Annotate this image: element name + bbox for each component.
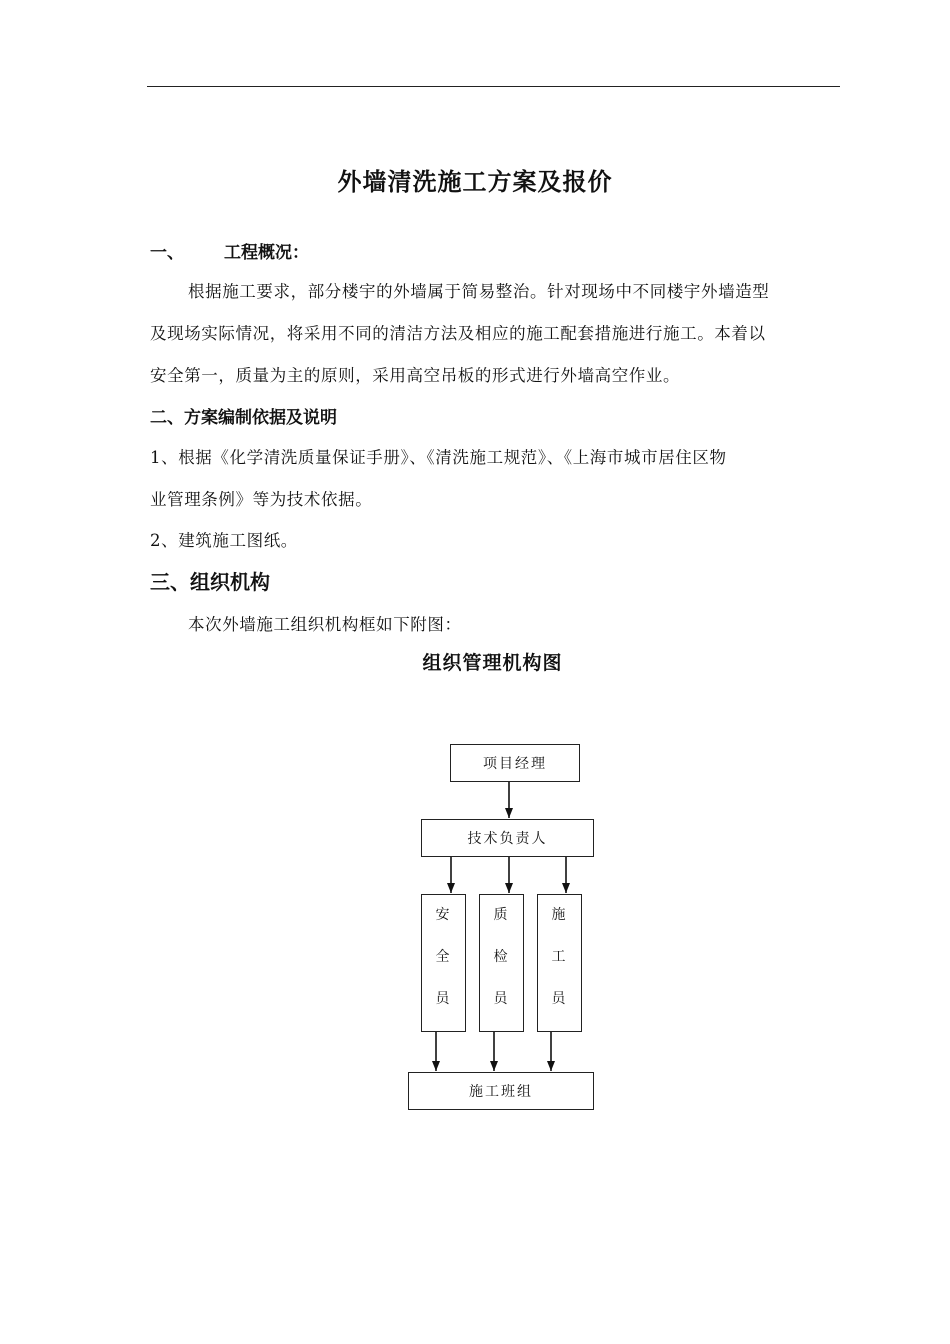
- section3-intro: 本次外墙施工组织机构框如下附图：: [188, 615, 462, 634]
- org-box-project-manager: 项目经理: [450, 744, 580, 782]
- arrow-lead-to-quality-head: [505, 883, 513, 893]
- arrow-lead-to-construction-head: [562, 883, 570, 893]
- org-box-construction-char-2: 工: [551, 949, 568, 965]
- org-box-construction-char-3: 员: [551, 991, 568, 1007]
- section3-heading: 三、组织机构: [150, 570, 270, 594]
- document-title: 外墙清洗施工方案及报价: [337, 168, 613, 196]
- arrow-safety-to-team-head: [432, 1061, 440, 1071]
- section2-item1-line-2: 业管理条例》等为技术依据。: [150, 490, 373, 509]
- org-box-construction-char-1: 施: [551, 907, 568, 923]
- org-box-safety-char-3: 员: [435, 991, 452, 1007]
- org-box-safety-char-2: 全: [435, 949, 452, 965]
- section2-item1-line-1: 1、根据《化学清洗质量保证手册》、《清洗施工规范》、《上海市城市居住区物: [150, 448, 727, 467]
- section2-heading: 二、方案编制依据及说明: [150, 408, 337, 428]
- arrow-lead-to-safety-head: [447, 883, 455, 893]
- arrow-construction-to-team-head: [547, 1061, 555, 1071]
- org-box-safety-char-1: 安: [435, 907, 452, 923]
- org-box-technical-lead: 技术负责人: [421, 819, 594, 857]
- section1-line-1: 根据施工要求，部分楼宇的外墙属于简易整治。针对现场中不同楼宇外墙造型: [188, 282, 770, 301]
- org-box-quality-char-1: 质: [493, 907, 510, 923]
- section1-line-3: 安全第一，质量为主的原则，采用高空吊板的形式进行外墙高空作业。: [150, 366, 681, 385]
- org-box-quality-char-2: 检: [493, 949, 510, 965]
- arrow-quality-to-team-head: [490, 1061, 498, 1071]
- org-box-quality-char-3: 员: [493, 991, 510, 1007]
- section1-number: 一、: [150, 243, 184, 263]
- section1-line-2: 及现场实际情况，将采用不同的清洁方法及相应的施工配套措施进行施工。本着以: [150, 324, 766, 343]
- org-box-construction-team: 施工班组: [408, 1072, 594, 1110]
- org-chart-title: 组织管理机构图: [422, 652, 563, 674]
- section2-item2: 2、建筑施工图纸。: [150, 531, 298, 550]
- section1-title: 工程概况：: [224, 243, 309, 263]
- arrow-manager-to-lead-head: [505, 808, 513, 818]
